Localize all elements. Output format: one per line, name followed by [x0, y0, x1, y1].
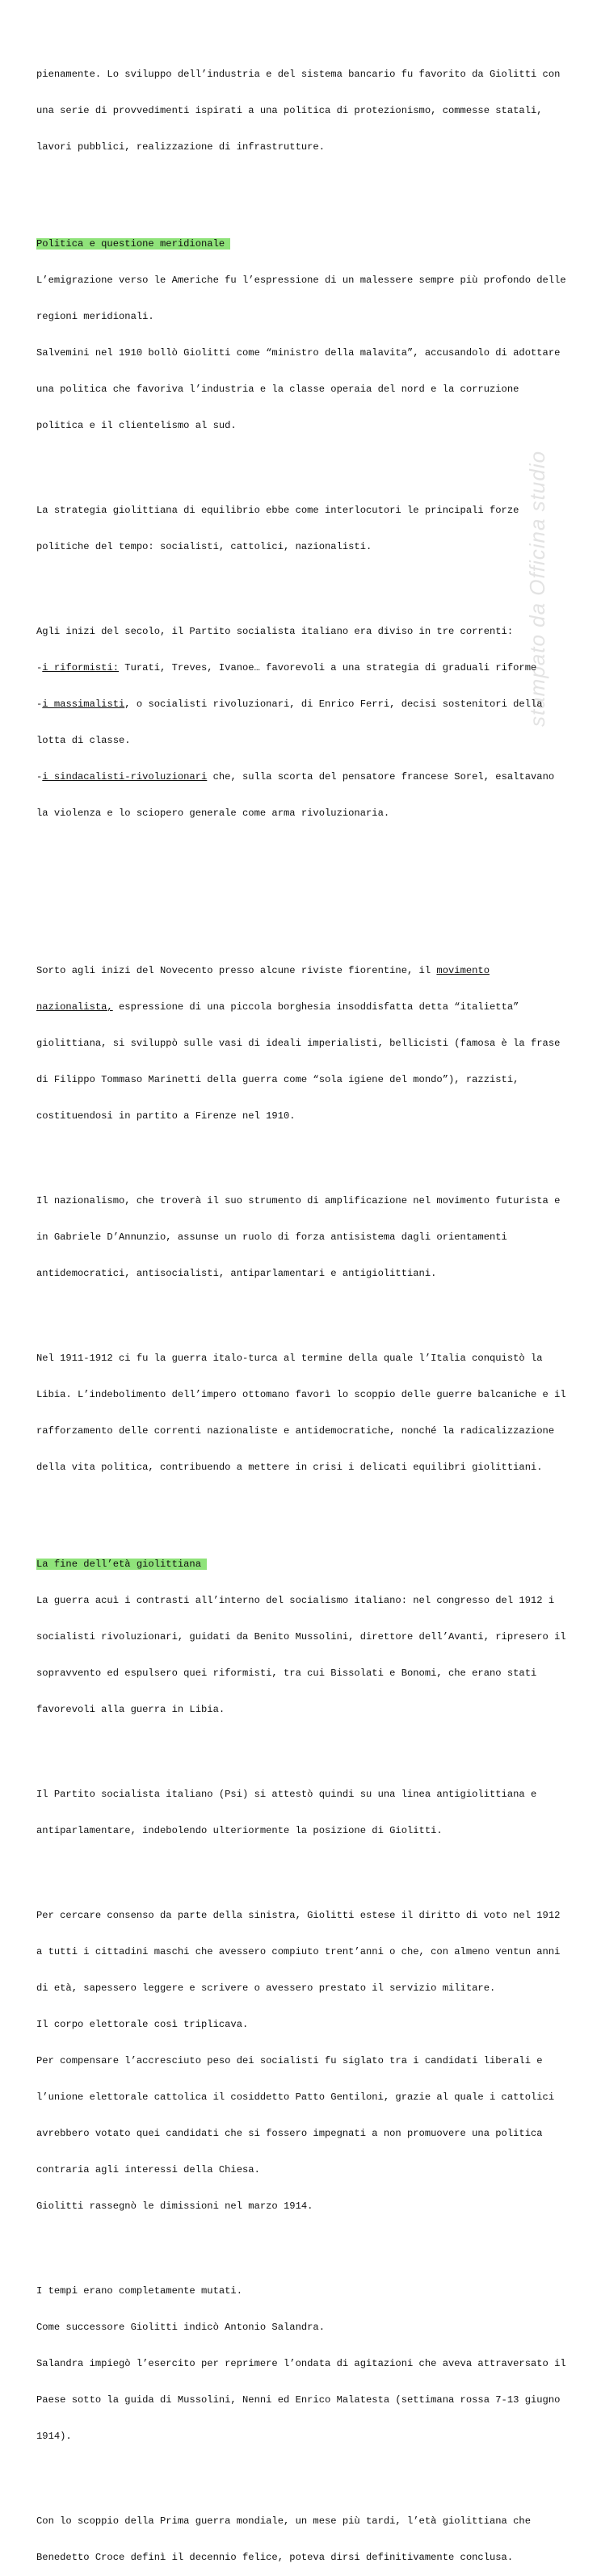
text-line: Il Partito socialista italiano (Psi) si attestò quindi su una linea antigiolittiana e: [36, 1789, 537, 1800]
text-line: Come successore Giolitti indicò Antonio Salandra.: [36, 2322, 325, 2333]
term-nazionalista: nazionalista,: [36, 1001, 113, 1013]
text-line: I tempi erano completamente mutati.: [36, 2285, 242, 2297]
text-line: Il nazionalismo, che troverà il suo strumento di amplificazione nel movimento futurista e: [36, 1195, 561, 1206]
text-line: favorevoli alla guerra in Libia.: [36, 1704, 225, 1715]
text-line: costituendosi in partito a Firenze nel 1910.: [36, 1110, 296, 1122]
list-item-text: Turati, Treves, Ivanoe… favorevoli a una strategia di graduali riforme: [119, 662, 537, 673]
list-item: -i massimalisti, o socialisti rivoluzionari, di Enrico Ferri, decisi sostenitori della: [36, 699, 543, 710]
text-line: a tutti i cittadini maschi che avessero compiuto trent’anni o che, con almeno ventun anni: [36, 1946, 561, 1957]
text-line: di età, sapessero leggere e scrivere o avessero prestato il servizio militare.: [36, 1982, 496, 1994]
text-line: lavori pubblici, realizzazione di infrastrutture.: [36, 141, 325, 153]
list-item: -i riformisti: Turati, Treves, Ivanoe… favorevoli a una strategia di graduali riforme: [36, 662, 537, 673]
watermark: stampato da Officina studio: [525, 450, 549, 727]
text-line: socialisti rivoluzionari, guidati da Benito Mussolini, direttore dell’Avanti, ripresero il: [36, 1631, 566, 1643]
text-line: in Gabriele D’Annunzio, assunse un ruolo di forza antisistema dagli orientamenti: [36, 1231, 507, 1243]
term-riformisti: i riformisti:: [42, 662, 120, 673]
term-sindacalisti: i sindacalisti-rivoluzionari: [42, 771, 208, 782]
text-line: Con lo scoppio della Prima guerra mondiale, un mese più tardi, l’età giolittiana che: [36, 2515, 531, 2527]
text-line: una serie di provvedimenti ispirati a una politica di protezionismo, commesse statali,: [36, 105, 543, 116]
text-line: Benedetto Croce definì il decennio felice, poteva dirsi definitivamente conclusa.: [36, 2552, 514, 2563]
text-line: antidemocratici, antisocialisti, antiparlamentari e antigiolittiani.: [36, 1268, 437, 1279]
text-line: Salandra impiegò l’esercito per reprimere l’ondata di agitazioni che aveva attraversato il: [36, 2358, 566, 2369]
text-line: giolittiana, si sviluppò sulle vasi di ideali imperialisti, bellicisti (famosa è la frase: [36, 1038, 561, 1049]
text-line: pienamente. Lo sviluppo dell’industria e del sistema bancario fu favorito da Giolitti con: [36, 69, 561, 80]
list-item: -i sindacalisti-rivoluzionari che, sulla scorta del pensatore francese Sorel, esaltavano: [36, 771, 555, 782]
text-line: Paese sotto la guida di Mussolini, Nenni ed Enrico Malatesta (settimana rossa 7-13 giugno: [36, 2394, 561, 2406]
text-line: Salvemini nel 1910 bollò Giolitti come “ministro della malavita”, accusandolo di adottare: [36, 347, 561, 359]
text-line: La strategia giolittiana di equilibrio ebbe come interlocutori le principali forze: [36, 505, 519, 516]
text-line: Nel 1911-1912 ci fu la guerra italo-turca al termine della quale l’Italia conquistò la: [36, 1353, 543, 1364]
text-line: sopravvento ed espulsero quei riformisti, tra cui Bissolati e Bonomi, che erano stati: [36, 1668, 537, 1679]
text-span: espressione di una piccola borghesia insoddisfatta detta “italietta”: [112, 1001, 519, 1013]
text-line: La guerra acuì i contrasti all’interno del socialismo italiano: nel congresso del 1912 i: [36, 1595, 555, 1606]
text-line: della vita politica, contribuendo a mettere in crisi i delicati equilibri giolittiani.: [36, 1462, 543, 1473]
term-movimento: movimento: [436, 965, 490, 976]
text-line: Libia. L’indebolimento dell’impero ottomano favorì lo scoppio delle guerre balcaniche e il: [36, 1389, 566, 1400]
text-line: 1914).: [36, 2431, 72, 2442]
text-line: contraria agli interessi della Chiesa.: [36, 2164, 260, 2175]
text-line: di Filippo Tommaso Marinetti della guerra come “sola igiene del mondo”), razzisti,: [36, 1074, 519, 1085]
text-line: Per cercare consenso da parte della sinistra, Giolitti estese il diritto di voto nel 1912: [36, 1910, 561, 1921]
term-massimalisti: i massimalisti: [42, 699, 125, 710]
text-span: Sorto agli inizi del Novecento presso alcune riviste fiorentine, il: [36, 965, 437, 976]
text-line: politiche del tempo: socialisti, cattolici, nazionalisti.: [36, 541, 372, 552]
text-line: L’emigrazione verso le Americhe fu l’espressione di un malessere sempre più profondo delle: [36, 275, 566, 286]
text-line: antiparlamentare, indebolendo ulteriormente la posizione di Giolitti.: [36, 1825, 443, 1836]
text-line: rafforzamento delle correnti nazionaliste e antidemocratiche, nonché la radicalizzazione: [36, 1425, 555, 1437]
text-line: una politica che favoriva l’industria e la classe operaia del nord e la corruzione: [36, 384, 519, 395]
document-page: [36, 32, 594, 2576]
text-line: avrebbero votato quei candidati che si fossero impegnati a non promuovere una politica: [36, 2128, 543, 2139]
text-line: Il corpo elettorale così triplicava.: [36, 2019, 249, 2030]
text-line: Giolitti rassegnò le dimissioni nel marzo 1914.: [36, 2201, 313, 2212]
list-item-text: che, sulla scorta del pensatore francese Sorel, esaltavano: [207, 771, 555, 782]
text-line: Per compensare l’accresciuto peso dei socialisti fu siglato tra i candidati liberali e: [36, 2055, 543, 2066]
text-line: lotta di classe.: [36, 735, 131, 746]
section-heading-fine-eta: La fine dell’età giolittiana: [36, 1559, 208, 1570]
text-line: [36, 965, 594, 977]
list-item-text: , o socialisti rivoluzionari, di Enrico Ferri, decisi sostenitori della: [124, 699, 543, 710]
text-line: [36, 1001, 594, 1013]
text-line: la violenza e lo sciopero generale come arma rivoluzionaria.: [36, 808, 390, 819]
text-line: politica e il clientelismo al sud.: [36, 420, 237, 431]
section-heading-politica: Politica e questione meridionale: [36, 238, 231, 250]
text-line: regioni meridionali.: [36, 311, 154, 322]
text-line: Agli inizi del secolo, il Partito socialista italiano era diviso in tre correnti:: [36, 626, 514, 637]
text-line: l’unione elettorale cattolica il cosiddetto Patto Gentiloni, grazie al quale i cattolici: [36, 2091, 555, 2103]
